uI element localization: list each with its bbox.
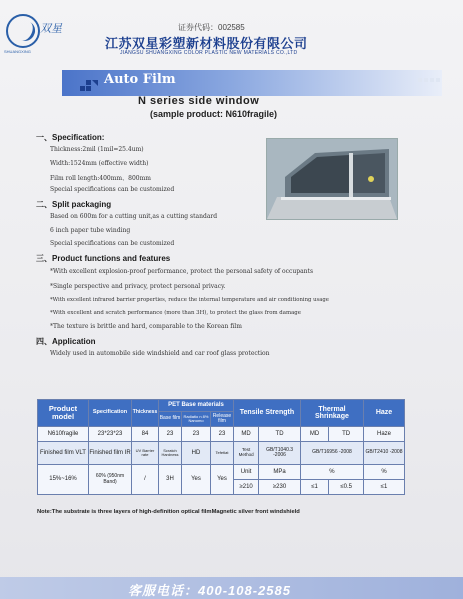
page-title: Auto Film bbox=[104, 72, 176, 87]
company-name-cn: 江苏双星彩塑新材料股份有限公司 bbox=[105, 36, 308, 51]
spec-line: Width:1524mm (effective width) bbox=[50, 160, 149, 167]
table-cell: Unit bbox=[234, 465, 259, 480]
table-cell: MD bbox=[234, 427, 259, 442]
table-cell: HD bbox=[182, 442, 211, 465]
table-cell: Test Method bbox=[234, 442, 259, 465]
section-heading-features: 三、Product functions and features bbox=[36, 254, 171, 263]
col-header-radiation: Radiatio n 8% Nanomo bbox=[182, 412, 211, 427]
feature-line: *With excellent infrared barrier properties, reduce the internal temperature and air conditioning usage bbox=[50, 297, 329, 303]
company-name-en: JIANGSU SHUANGXING COLOR PLASTIC NEW MATERIALS CO.,LTD bbox=[120, 50, 298, 56]
section-heading-specification: 一、Specification: bbox=[36, 133, 105, 142]
table-cell: GB/T16956 -2008 bbox=[300, 442, 363, 465]
table-cell: Yes bbox=[211, 465, 234, 495]
col-header-pet-base: PET Base materials bbox=[159, 400, 234, 412]
application-line: Widely used in automobile side windshield and car roof glass protection bbox=[50, 350, 270, 357]
table-cell: % bbox=[300, 465, 363, 480]
table-cell: Finished film IR bbox=[89, 442, 132, 465]
col-header-base-film: Base film bbox=[159, 412, 182, 427]
table-cell: Finished film VLT bbox=[38, 442, 89, 465]
spec-line: Special specifications can be customized bbox=[50, 186, 175, 193]
feature-line: *The texture is brittle and hard, comparable to the Korean film bbox=[50, 323, 242, 330]
table-cell: 15%~16% bbox=[38, 465, 89, 495]
table-row bbox=[38, 427, 405, 442]
table-cell: ≤0.5 bbox=[329, 480, 364, 495]
table-cell: MPa bbox=[259, 465, 301, 480]
packaging-line: Special specifications can be customized bbox=[50, 240, 175, 247]
hotline: 客服电话：400-108-2585 bbox=[128, 583, 291, 598]
col-header-thermal: Thermal Shrinkage bbox=[300, 400, 363, 427]
table-cell: Haze bbox=[364, 427, 405, 442]
col-header-tensile: Tensile Strength bbox=[234, 400, 301, 427]
table-cell: UV Barrier rate bbox=[132, 442, 159, 465]
car-window-photo bbox=[266, 138, 398, 220]
logo-text: 双星 bbox=[40, 22, 62, 35]
feature-line: *With excellent and scratch performance (more than 3H), to protect the glass from damage bbox=[50, 310, 301, 316]
table-cell: 23 bbox=[159, 427, 182, 442]
table-cell: 23*23*23 bbox=[89, 427, 132, 442]
arrow-deco-icon bbox=[80, 80, 98, 92]
table-cell: GB/T1040.3 -2006 bbox=[259, 442, 301, 465]
table-cell: ≥210 bbox=[234, 480, 259, 495]
table-cell: ≤1 bbox=[300, 480, 328, 495]
product-series: N series side window bbox=[138, 95, 260, 107]
table-cell: 23 bbox=[211, 427, 234, 442]
table-cell: 23 bbox=[182, 427, 211, 442]
table-cell: Yes bbox=[182, 465, 211, 495]
col-header-release-film: Release film bbox=[211, 412, 234, 427]
table-cell: % bbox=[364, 465, 405, 480]
section-heading-application: 四、Application bbox=[36, 337, 96, 346]
squares-deco-icon bbox=[418, 76, 448, 88]
table-cell: Tefetlat bbox=[211, 442, 234, 465]
sample-product: (sample product: N610fragile) bbox=[150, 109, 278, 119]
table-cell: N610fragile bbox=[38, 427, 89, 442]
company-logo-icon bbox=[6, 14, 40, 48]
table-cell: 84 bbox=[132, 427, 159, 442]
table-cell: ≤1 bbox=[364, 480, 405, 495]
table-cell: / bbox=[132, 465, 159, 495]
spec-line: Film roll length:400mm、800mm bbox=[50, 175, 151, 182]
car-window-illustration bbox=[267, 139, 397, 219]
col-header-product-model: Product model bbox=[38, 400, 89, 427]
table-cell: MD bbox=[300, 427, 328, 442]
table-cell: 60% (950nm Band) bbox=[89, 465, 132, 495]
col-header-specification: Specification bbox=[89, 400, 132, 427]
section-heading-packaging: 二、Split packaging bbox=[36, 200, 112, 209]
table-row bbox=[38, 442, 405, 465]
table-cell: Scratch Hardness bbox=[159, 442, 182, 465]
table-row bbox=[38, 465, 405, 480]
packaging-line: 6 inch paper tube winding bbox=[50, 227, 131, 234]
table-note: Note:The substrate is three layers of high-definition optical filmMagnetic silver front windshield bbox=[37, 509, 300, 515]
feature-line: *With excellent explosion-proof performance, protect the personal safety of occupants bbox=[50, 268, 314, 275]
spec-line: Thickness:2mil (1mil=25.4um) bbox=[50, 146, 144, 153]
packaging-line: Based on 600m for a cutting unit,as a cutting standard bbox=[50, 213, 218, 220]
table-cell: TD bbox=[259, 427, 301, 442]
feature-line: *Single perspective and privacy, protect personal privacy. bbox=[50, 283, 226, 290]
logo-subtext: SHUANGXING bbox=[4, 49, 31, 54]
table-cell: ≥230 bbox=[259, 480, 301, 495]
table-cell: TD bbox=[329, 427, 364, 442]
table-cell: GB/T2410 -2008 bbox=[364, 442, 405, 465]
col-header-thickness: Thickness bbox=[132, 400, 159, 427]
stock-code: 证券代码：002585 bbox=[178, 23, 245, 32]
table-cell: 3H bbox=[159, 465, 182, 495]
product-spec-table bbox=[37, 399, 405, 495]
col-header-haze: Haze bbox=[364, 400, 405, 427]
header bbox=[0, 0, 463, 60]
